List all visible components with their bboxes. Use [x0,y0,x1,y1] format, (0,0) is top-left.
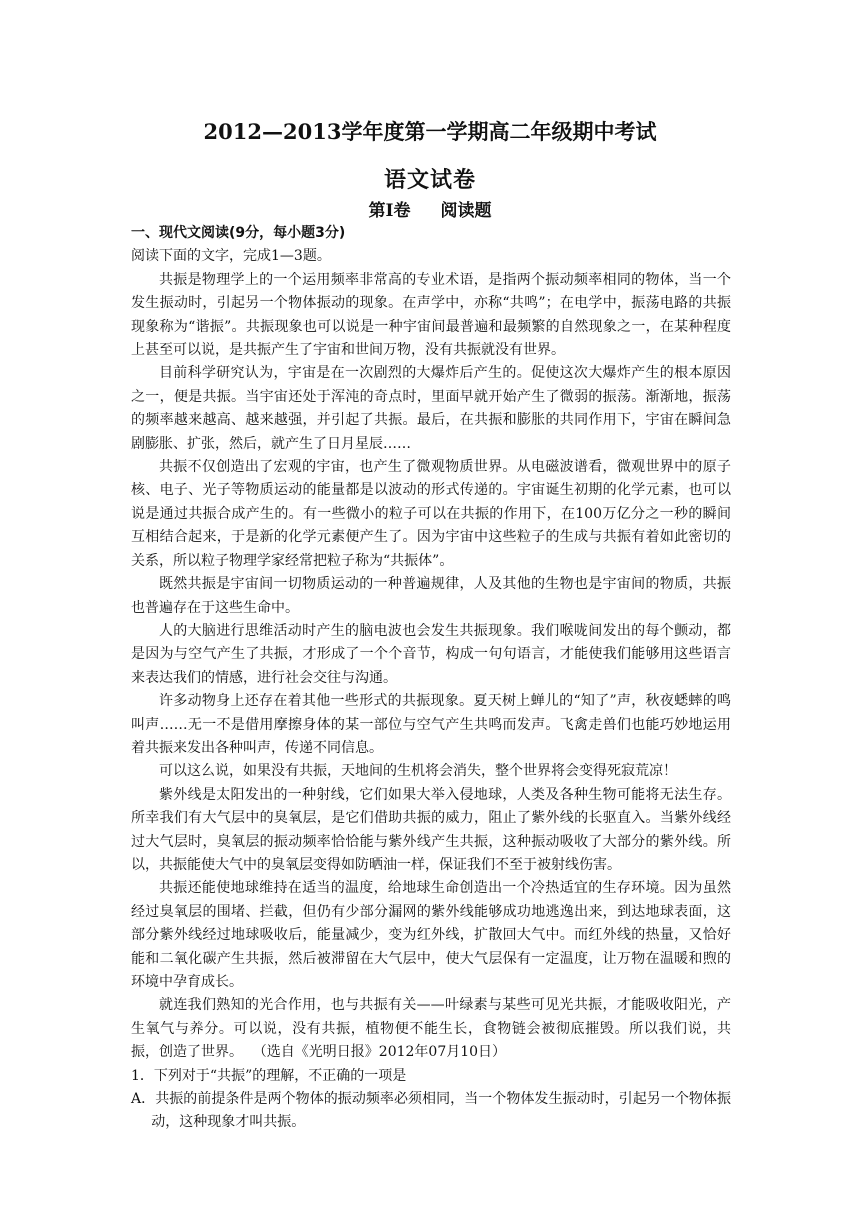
passage-source: （选自《光明日报》2012年07月10日） [259,1044,507,1061]
passage-paragraph: 紫外线是太阳发出的一种射线，它们如果大举入侵地球，人类及各种生物可能将无法生存。所幸我们有大气层中的臭氧层，是它们借助共振的威力，阻止了紫外线的长驱直入。当紫外线经过大气层时，臭氧层的振动频率恰恰能与紫外线产生共振，这种振动吸收了大部分的紫外线。所以，共振能使大气中的臭氧层变得如防晒油一样，保证我们不至于被射线伤害。 [131,786,731,873]
passage-paragraph: 共振不仅创造出了宏观的宇宙，也产生了微观物质世界。从电磁波谱看，微观世界中的原子核、电子、光子等物质运动的能量都是以波动的形式传递的。宇宙诞生初期的化学元素，也可以说是通过共振合成产生的。有一些微小的粒子可以在共振的作用下，在100万亿分之一秒的瞬间互相结合起来，于是新的化学元素便产生了。因为宇宙中这些粒子的生成与共振有着如此密切的关系，所以粒子物理学家经常把粒子称为“共振体”。 [131,459,731,569]
exam-title: 2012—2013学年度第一学期高二年级期中考试 [203,119,657,144]
passage-paragraph: 共振还能使地球维持在适当的温度，给地球生命创造出一个冷热适宜的生存环境。因为虽然经过臭氧层的围堵、拦截，但仍有少部分漏网的紫外线能够成功地逃逸出来，到达地球表面，这部分紫外线经过地球吸收后，能量减少，变为红外线，扩散回大气中。而红外线的热量，又恰好能和二氧化碳产生共振，然后被滞留在大气层中，使大气层保有一定温度，让万物在温暖和煦的环境中孕育成长。 [131,880,731,990]
passage-paragraph: 人的大脑进行思维活动时产生的脑电波也会发生共振现象。我们喉咙间发出的每个颤动，都是因为与空气产生了共振，才形成了一个个音节，构成一句句语言，才能使我们能够用这些语言来表达我们的情感，进行社会交往与沟通。 [131,622,731,686]
question-stem: 1．下列对于“共振”的理解，不正确的一项是 [131,1067,407,1084]
section-heading: 一、现代文阅读(9分，每小题3分) [131,225,346,241]
passage-paragraph: 共振是物理学上的一个运用频率非常高的专业术语，是指两个振动频率相同的物体，当一个发生振动时，引起另一个物体振动的现象。在声学中，亦称“共鸣”；在电学中，振荡电路的共振现象称为“谐振”。共振现象也可以说是一种宇宙间最普遍和最频繁的自然现象之一，在某种程度上甚至可以说，是共振产生了宇宙和世间万物，没有共振就没有世界。 [131,271,731,359]
question-option-a: A．共振的前提条件是两个物体的振动频率必须相同，当一个物体发生振动时，引起另一个物体振动，这种现象才叫共振。 [131,1091,731,1131]
part-label: 第Ⅰ卷 [368,201,411,221]
passage-paragraph: 目前科学研究认为，宇宙是在一次剧烈的大爆炸后产生的。促使这次大爆炸产生的根本原因之一，便是共振。当宇宙还处于浑沌的奇点时，里面早就开始产生了微弱的振荡。渐渐地，振荡的频率越来越高、越来越强，并引起了共振。最后，在共振和膨胀的共同作用下，宇宙在瞬间急剧膨胀、扩张，然后，就产生了日月星辰…… [131,365,731,452]
passage-paragraph: 许多动物身上还存在着其他一些形式的共振现象。夏天树上蝉儿的“知了”声，秋夜蟋蟀的鸣叫声……无一不是借用摩擦身体的某一部位与空气产生共鸣而发声。飞禽走兽们也能巧妙地运用着共振来发出各种叫声，传递不同信息。 [131,693,731,756]
section-instruction: 阅读下面的文字，完成1—3题。 [131,248,331,265]
passage-paragraph: 可以这么说，如果没有共振，天地间的生机将会消失，整个世界将会变得死寂荒凉！ [159,763,677,780]
passage-paragraph-last [131,994,731,1064]
passage-text: 就连我们熟知的光合作用，也与共振有关——叶绿素与某些可见光共振，才能吸收阳光，产生氧气与养分。可以说，没有共振，植物便不能生长，食物链会被彻底摧毁。所以我们说，共振，创造了世界。 [131,997,731,1061]
exam-content [131,222,731,1135]
part-name: 阅读题 [440,201,492,221]
part-heading [0,196,860,221]
passage-paragraph: 既然共振是宇宙间一切物质运动的一种普遍规律，人及其他的生物也是宇宙间的物质，共振也普遍存在于这些生命中。 [131,576,731,616]
exam-subtitle: 语文试卷 [383,167,476,193]
